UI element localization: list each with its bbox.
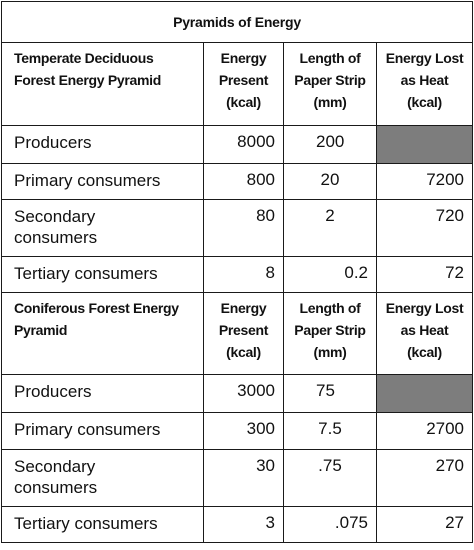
strip-length-value: 20 [284,164,377,200]
energy-present-value: 8 [204,257,284,293]
table-row [2,126,473,164]
column-header-energy-present [204,293,284,375]
table-row [2,200,473,257]
energy-lost-value: 27 [377,507,473,543]
trophic-level-label: Primary consumers [2,413,204,450]
table-row [2,164,473,200]
table-row [2,375,473,413]
header-line: (kcal) [226,344,261,360]
energy-lost-value: 72 [377,257,473,293]
section-header-label [2,293,204,375]
column-header-energy-lost [377,293,473,375]
trophic-level-label [2,200,204,257]
energy-present-value: 8000 [204,126,284,164]
strip-length-value: 75 [284,375,377,413]
strip-length-value: .075 [284,507,377,543]
shaded-empty-cell [377,126,473,164]
title-row [2,2,473,43]
header-line: (kcal) [407,94,442,110]
header-label-line: Temperate Deciduous [14,50,154,66]
header-line: (mm) [313,94,347,110]
header-label-line: Forest Energy Pyramid [14,72,161,88]
energy-lost-value: 720 [377,200,473,257]
column-header-length-strip [284,43,377,126]
header-line: Energy Lost [385,300,464,316]
strip-length-value: 0.2 [284,257,377,293]
table-row [2,507,473,543]
header-line: (mm) [313,344,347,360]
trophic-level-line: consumers [14,478,98,497]
table-row [2,413,473,450]
table-row [2,257,473,293]
energy-present-value: 3000 [204,375,284,413]
pyramids-of-energy-table [1,1,473,543]
section-header-row [2,43,473,126]
header-line: Length of [299,300,361,316]
trophic-level-label: Producers [2,375,204,413]
header-line: Length of [299,50,361,66]
trophic-level-label: Tertiary consumers [2,257,204,293]
header-line: Paper Strip [294,322,366,338]
trophic-level-label: Producers [2,126,204,164]
column-header-length-strip [284,293,377,375]
header-line: Present [218,322,269,338]
shaded-empty-cell [377,375,473,413]
header-line: as Heat [400,72,449,88]
energy-present-value: 300 [204,413,284,450]
energy-present-value: 80 [204,200,284,257]
table-row [2,450,473,507]
trophic-level-line: Secondary [14,457,96,476]
strip-length-value: 7.5 [284,413,377,450]
trophic-level-label: Tertiary consumers [2,507,204,543]
header-label-line: Coniferous Forest Energy [14,300,179,316]
header-line: (kcal) [407,344,442,360]
header-line: as Heat [400,322,449,338]
header-line: Energy [220,50,267,66]
section-header-row [2,293,473,375]
trophic-level-label: Primary consumers [2,164,204,200]
energy-present-value: 30 [204,450,284,507]
energy-lost-value: 2700 [377,413,473,450]
header-line: Energy [220,300,267,316]
energy-present-value: 3 [204,507,284,543]
header-label-line: Pyramid [14,322,68,338]
trophic-level-line: consumers [14,228,98,247]
column-header-energy-lost [377,43,473,126]
header-line: Present [218,72,269,88]
header-line: Energy Lost [385,50,464,66]
table-title: Pyramids of Energy [2,2,473,43]
energy-present-value: 800 [204,164,284,200]
energy-lost-value: 7200 [377,164,473,200]
trophic-level-label [2,450,204,507]
section-header-label [2,43,204,126]
strip-length-value: 200 [284,126,377,164]
header-line: Paper Strip [294,72,366,88]
header-line: (kcal) [226,94,261,110]
column-header-energy-present [204,43,284,126]
trophic-level-line: Secondary [14,207,96,226]
energy-lost-value: 270 [377,450,473,507]
strip-length-value: 2 [284,200,377,257]
strip-length-value: .75 [284,450,377,507]
